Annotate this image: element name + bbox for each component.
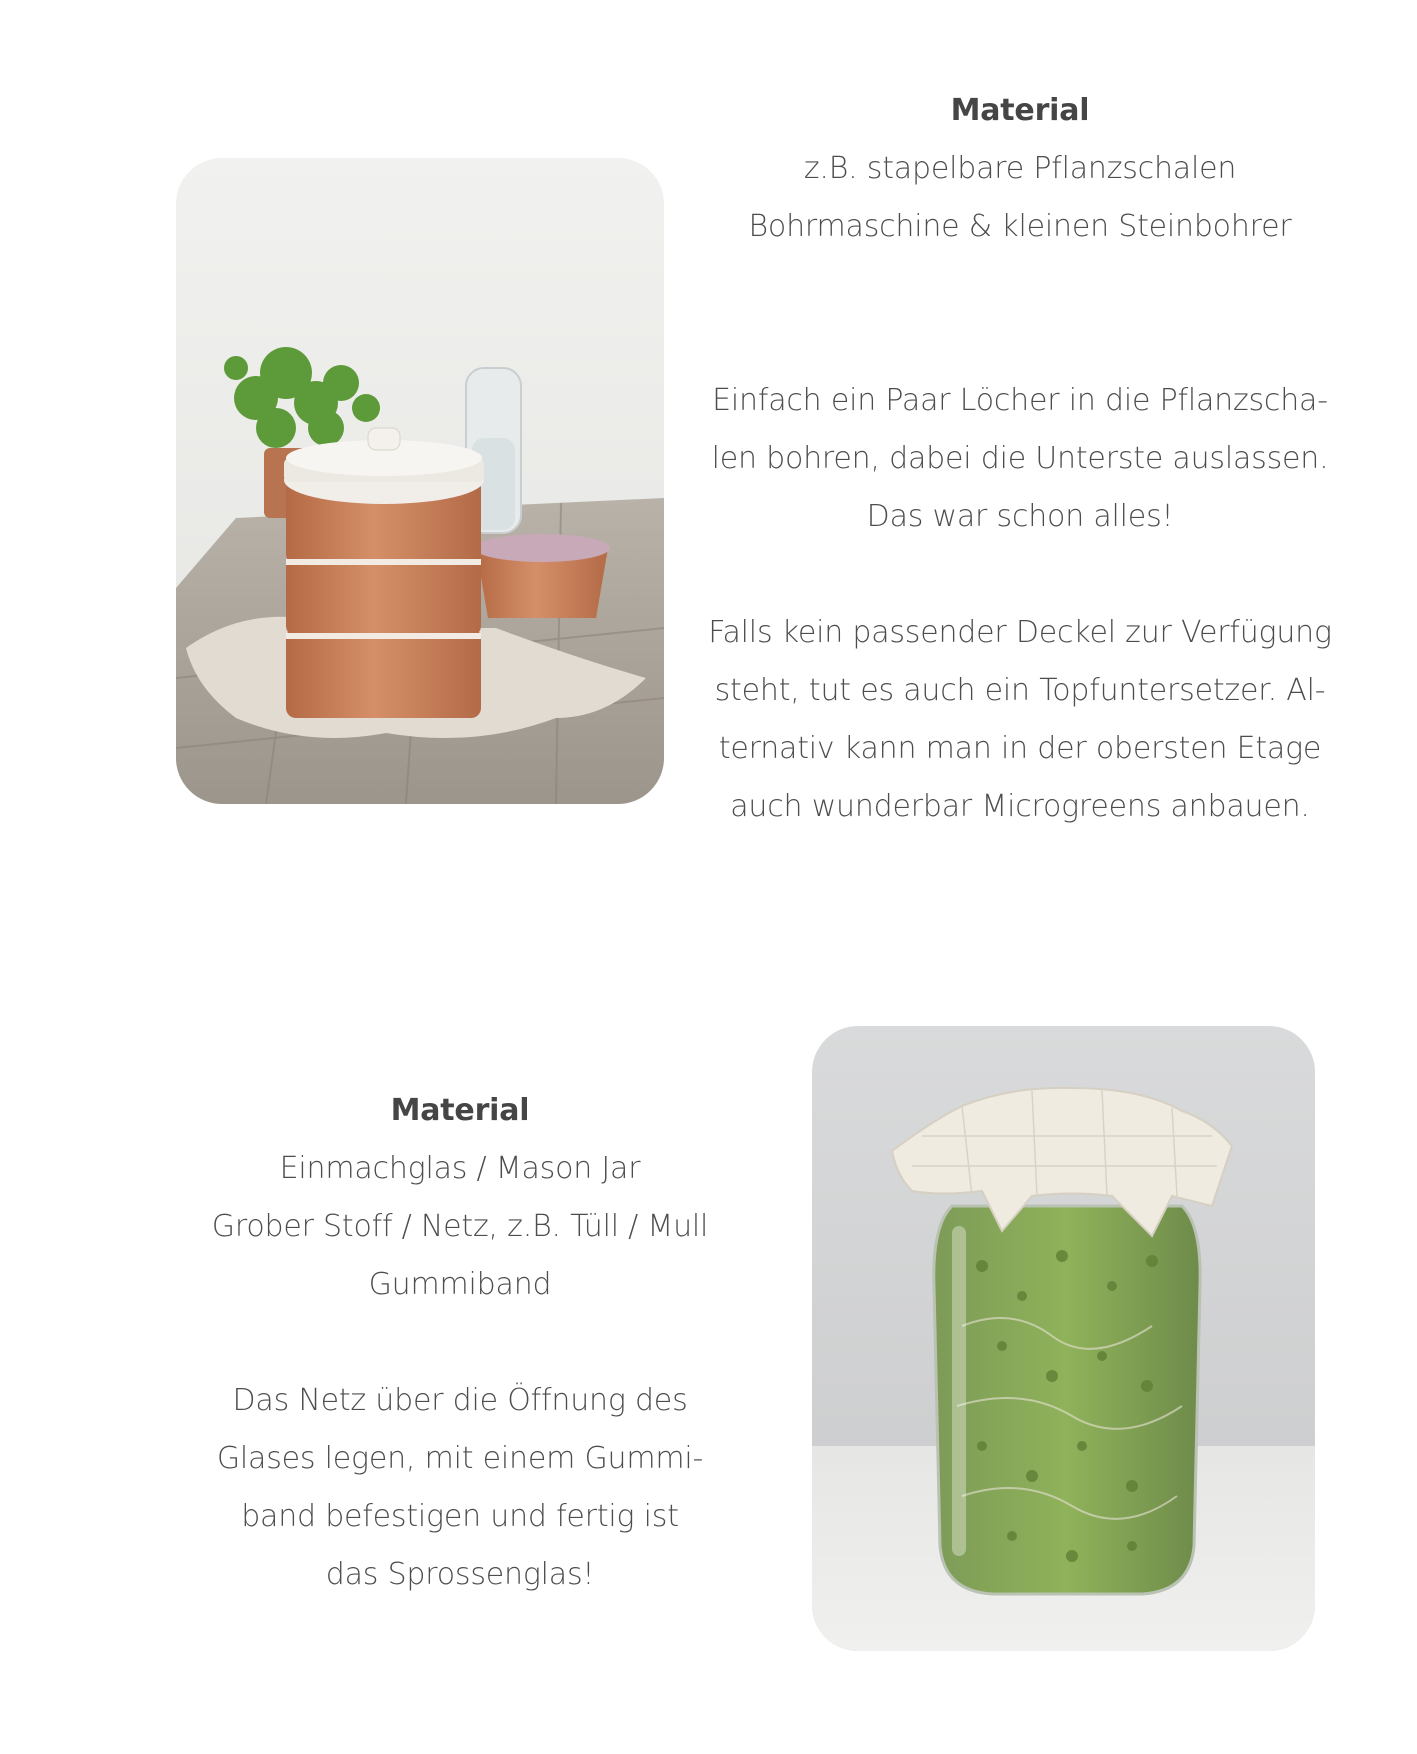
note-line: auch wunderbar Microgreens anbauen. bbox=[730, 789, 1310, 824]
material-item: z.B. stapelbare Pflanzschalen bbox=[803, 151, 1237, 186]
material-heading: Material bbox=[390, 1093, 530, 1128]
instruction-line: len bohren, dabei die Unterste auslassen. bbox=[711, 441, 1329, 476]
sprouting-jar-instructions bbox=[150, 1082, 770, 1604]
instruction-line: Das Netz über die Öffnung des bbox=[232, 1383, 688, 1418]
material-item: Bohrmaschine & kleinen Steinbohrer bbox=[748, 209, 1292, 244]
material-item: Einmachglas / Mason Jar bbox=[279, 1151, 641, 1186]
note-line: Falls kein passender Deckel zur Verfügung bbox=[708, 615, 1332, 650]
instruction-line: Das war schon alles! bbox=[866, 499, 1174, 534]
stacked-pots-photo bbox=[176, 158, 664, 804]
instruction-line: Glases legen, mit einem Gummi- bbox=[216, 1441, 704, 1476]
stacked-pots-instructions bbox=[700, 82, 1340, 836]
instruction-line: das Sprossenglas! bbox=[325, 1557, 595, 1592]
note-line: steht, tut es auch ein Topfuntersetzer. Al- bbox=[714, 673, 1326, 708]
material-item: Gummiband bbox=[368, 1267, 552, 1302]
instruction-line: band befestigen und fertig ist bbox=[241, 1499, 679, 1534]
material-item: Grober Stoff / Netz, z.B. Tüll / Mull bbox=[211, 1209, 709, 1244]
note-line: ternativ kann man in der obersten Etage bbox=[718, 731, 1322, 766]
material-heading: Material bbox=[950, 93, 1090, 128]
sprouting-jar-photo bbox=[812, 1026, 1315, 1651]
instruction-line: Einfach ein Paar Löcher in die Pflanzscha- bbox=[712, 383, 1328, 418]
